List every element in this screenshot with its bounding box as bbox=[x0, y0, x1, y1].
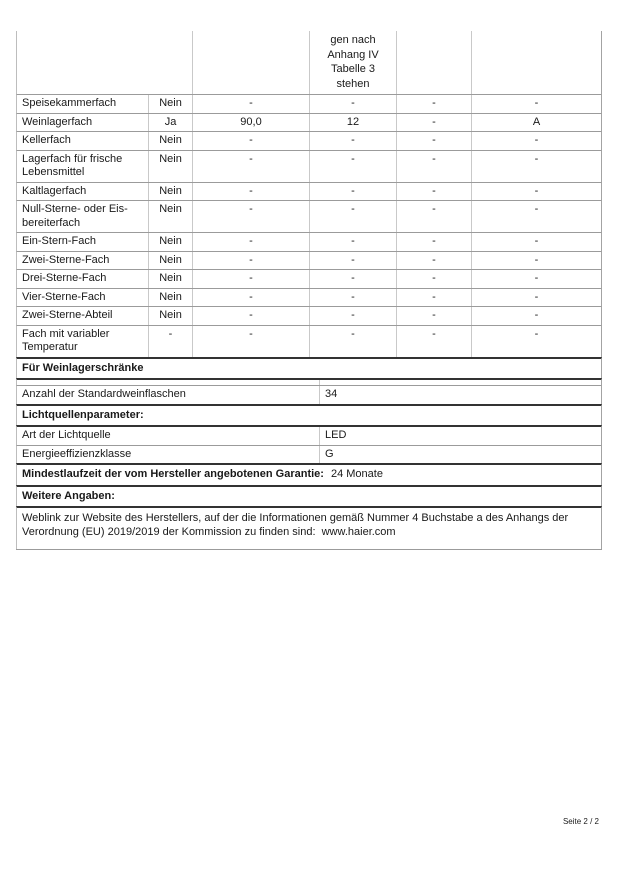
row-manufacturer-weblink bbox=[16, 506, 602, 549]
compartment-row bbox=[16, 131, 602, 150]
compartment-present-value: Nein bbox=[148, 307, 192, 325]
compartment-volume-value: - bbox=[192, 233, 309, 251]
compartment-label: Speisekammerfach bbox=[22, 97, 117, 109]
compartment-col5-value: - bbox=[396, 95, 471, 113]
compartment-label: Fach mit variabler Temperatur bbox=[22, 327, 110, 353]
header-cell-col6 bbox=[471, 31, 601, 94]
compartment-temperature-value: - bbox=[309, 270, 396, 288]
compartment-col6-value: - bbox=[471, 233, 601, 251]
section-caption-text: Lichtquellenparameter: bbox=[22, 408, 144, 421]
compartment-present-value: Ja bbox=[148, 114, 192, 132]
header-cell-col5 bbox=[396, 31, 471, 94]
header-line: gen nach bbox=[330, 34, 376, 46]
compartment-label: Ein-Stern-Fach bbox=[22, 235, 96, 247]
page-number-indicator: Seite 2 / 2 bbox=[562, 817, 599, 826]
compartment-col6-value: - bbox=[471, 201, 601, 232]
compartment-row bbox=[16, 182, 602, 201]
compartment-label: Lagerfach für frische Lebensmittel bbox=[22, 152, 123, 178]
compartment-col5-value: - bbox=[396, 114, 471, 132]
section-caption-light-parameters bbox=[16, 404, 602, 426]
compartment-col5-value: - bbox=[396, 326, 471, 357]
field-value: LED bbox=[319, 427, 601, 445]
compartment-label: Null-Sterne- oder Eis-bereiterfach bbox=[22, 203, 128, 229]
compartment-label: Kellerfach bbox=[22, 134, 71, 146]
spacer-row bbox=[16, 378, 602, 385]
compartment-present-value: Nein bbox=[148, 233, 192, 251]
compartment-volume-value: - bbox=[192, 270, 309, 288]
compartment-col5-value: - bbox=[396, 252, 471, 270]
compartment-present-value: Nein bbox=[148, 270, 192, 288]
compartment-label: Weinlagerfach bbox=[22, 115, 93, 128]
compartment-col6-value: - bbox=[471, 270, 601, 288]
section-caption-wine bbox=[16, 357, 602, 379]
compartment-row bbox=[16, 113, 602, 132]
compartment-temperature-value: - bbox=[309, 252, 396, 270]
compartment-col5-value: - bbox=[396, 183, 471, 201]
compartment-temperature-value: - bbox=[309, 151, 396, 182]
compartment-label: Vier-Sterne-Fach bbox=[22, 290, 106, 303]
compartment-volume-value: - bbox=[192, 307, 309, 325]
compartment-volume-value: - bbox=[192, 201, 309, 232]
compartment-col6-value: - bbox=[471, 95, 601, 113]
compartment-volume-value: - bbox=[192, 252, 309, 270]
compartment-row bbox=[16, 288, 602, 307]
compartment-volume-value: - bbox=[192, 183, 309, 201]
table-header-continuation-row bbox=[16, 31, 602, 94]
compartment-col5-value: - bbox=[396, 307, 471, 325]
compartment-present-value: Nein bbox=[148, 183, 192, 201]
compartment-col6-value: - bbox=[471, 307, 601, 325]
compartment-present-value: Nein bbox=[148, 132, 192, 150]
header-cell-col4 bbox=[309, 31, 396, 94]
compartment-col5-value: - bbox=[396, 270, 471, 288]
compartment-present-value: Nein bbox=[148, 289, 192, 307]
header-cell-merged bbox=[17, 31, 192, 94]
row-light-source-type bbox=[16, 425, 602, 445]
compartment-present-value: Nein bbox=[148, 151, 192, 182]
spacer-cell bbox=[17, 380, 319, 385]
header-line: Tabelle 3 bbox=[330, 63, 376, 76]
compartment-label: Zwei-Sterne-Abteil bbox=[22, 309, 113, 321]
compartment-row bbox=[16, 200, 602, 232]
compartment-present-value: Nein bbox=[148, 201, 192, 232]
compartment-present-value: Nein bbox=[148, 252, 192, 270]
field-label: Art der Lichtquelle bbox=[22, 429, 111, 441]
header-line: stehen bbox=[336, 77, 370, 90]
compartment-volume-value: - bbox=[192, 95, 309, 113]
section-caption-text: Für Weinlagerschränke bbox=[22, 361, 144, 374]
compartment-present-value: - bbox=[148, 326, 192, 357]
row-energy-efficiency-class bbox=[16, 445, 602, 464]
product-datasheet-table bbox=[16, 31, 602, 550]
compartment-temperature-value: - bbox=[309, 326, 396, 357]
row-minimum-warranty bbox=[16, 463, 602, 485]
compartment-temperature-value: - bbox=[309, 95, 396, 113]
field-label: Energieeffizienzklasse bbox=[22, 447, 132, 460]
compartment-temperature-value: - bbox=[309, 307, 396, 325]
compartment-temperature-value: 12 bbox=[309, 114, 396, 132]
section-caption-more-information bbox=[16, 485, 602, 507]
compartment-col5-value: - bbox=[396, 151, 471, 182]
compartment-volume-value: 90,0 bbox=[192, 114, 309, 132]
field-value: G bbox=[319, 446, 601, 464]
compartment-row bbox=[16, 325, 602, 357]
compartment-col5-value: - bbox=[396, 233, 471, 251]
compartment-row bbox=[16, 306, 602, 325]
field-value: 34 bbox=[319, 386, 601, 404]
warranty-label: Mindestlaufzeit der vom Hersteller angebotenen Garantie: bbox=[22, 468, 324, 480]
compartment-temperature-value: - bbox=[309, 233, 396, 251]
compartment-col6-value: - bbox=[471, 132, 601, 150]
header-cell-col3 bbox=[192, 31, 309, 94]
compartment-col6-value: - bbox=[471, 252, 601, 270]
compartment-volume-value: - bbox=[192, 132, 309, 150]
section-caption-text: Weitere Angaben: bbox=[22, 489, 115, 502]
compartment-col5-value: - bbox=[396, 289, 471, 307]
compartment-temperature-value: - bbox=[309, 289, 396, 307]
row-standard-wine-bottles bbox=[16, 385, 602, 404]
compartment-label: Kaltlagerfach bbox=[22, 184, 87, 197]
warranty-cell bbox=[17, 465, 601, 485]
compartment-col6-value: - bbox=[471, 151, 601, 182]
compartment-temperature-value: - bbox=[309, 201, 396, 232]
weblink-text-line: Weblink zur Website des Herstellers, auf der die Informationen gemäß Nummer 4 Buchstabe a des Anhangs der bbox=[22, 512, 569, 524]
weblink-text-line: Verordnung (EU) 2019/2019 der Kommission zu finden sind: www.haier.com bbox=[22, 525, 396, 538]
compartment-row bbox=[16, 94, 602, 113]
compartment-temperature-value: - bbox=[309, 183, 396, 201]
compartment-row bbox=[16, 232, 602, 251]
spacer-cell bbox=[319, 380, 601, 385]
compartment-col5-value: - bbox=[396, 201, 471, 232]
compartment-volume-value: - bbox=[192, 151, 309, 182]
compartment-row bbox=[16, 269, 602, 288]
compartment-present-value: Nein bbox=[148, 95, 192, 113]
compartment-label: Zwei-Sterne-Fach bbox=[22, 253, 110, 266]
compartment-col6-value: A bbox=[471, 114, 601, 132]
compartment-temperature-value: - bbox=[309, 132, 396, 150]
compartment-row bbox=[16, 150, 602, 182]
compartment-col6-value: - bbox=[471, 183, 601, 201]
compartment-col6-value: - bbox=[471, 326, 601, 357]
compartment-label: Drei-Sterne-Fach bbox=[22, 272, 107, 284]
compartment-col6-value: - bbox=[471, 289, 601, 307]
compartment-volume-value: - bbox=[192, 326, 309, 357]
compartment-row bbox=[16, 251, 602, 270]
compartment-volume-value: - bbox=[192, 289, 309, 307]
compartment-col5-value: - bbox=[396, 132, 471, 150]
warranty-value: 24 Monate bbox=[330, 468, 383, 480]
header-line: Anhang IV bbox=[327, 48, 379, 61]
field-label: Anzahl der Standardweinflaschen bbox=[22, 388, 186, 400]
